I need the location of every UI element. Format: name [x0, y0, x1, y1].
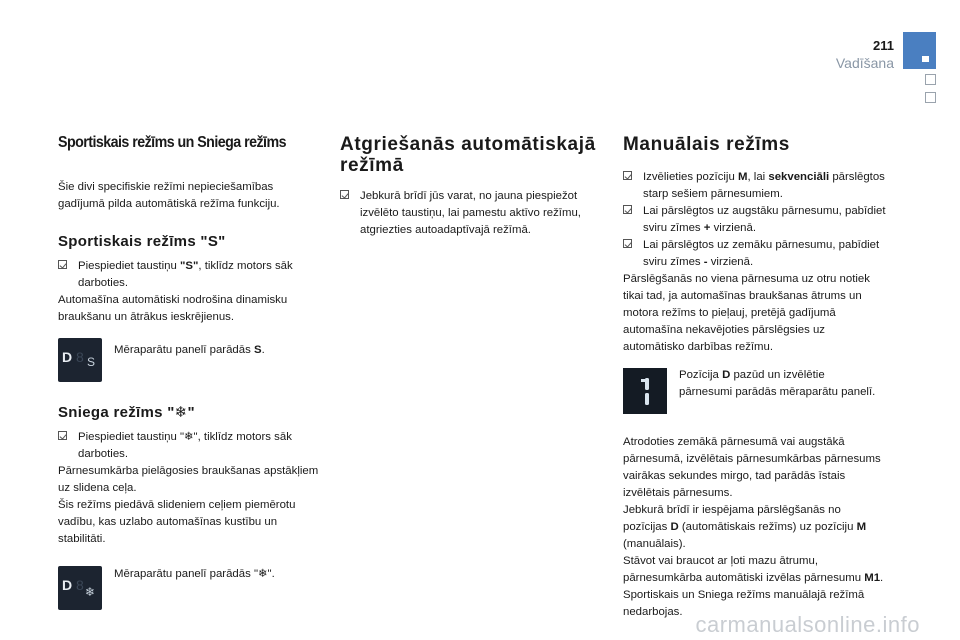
gear-display-text: Pozīcija D pazūd un izvēlētie pārnesumi parādās mēraparātu panelī.	[679, 369, 876, 398]
checkbox-icon	[623, 171, 632, 180]
snow-indicator	[58, 562, 320, 608]
section-title: Vadīšana	[835, 55, 894, 71]
manual-paragraph-1: Pārslēgšanās no viena pārnesuma uz otru notiek tikai tad, ja automašīnas braukšanas ātrums un motora režīms to pieļauj, pretējā gadījumā automašīna nekavējoties pārslēgsies uz automātisko darbības režīmu.	[623, 273, 870, 353]
gear-indicator	[623, 368, 888, 426]
chapter-tab-active	[903, 32, 936, 69]
page-number: 211	[873, 38, 894, 53]
snow-text-1: Pārnesumkārba pielāgosies braukšanas apstākļiem uz slidena ceļa.	[58, 465, 319, 494]
sport-display-text: Mēraparātu panelī parādās S.	[114, 344, 265, 356]
watermark: carmanualsonline.info	[695, 612, 920, 637]
dashboard-sport-icon	[58, 338, 102, 382]
checkbox-icon	[58, 431, 67, 440]
return-auto-bullet: Jebkurā brīdī jūs varat, no jauna piespiežot izvēlēto taustiņu, lai pamestu aktīvo režīmu, atgriezties autoadaptīvajā režīmā.	[340, 188, 608, 239]
checkbox-icon	[340, 190, 349, 199]
column-return-auto	[340, 134, 608, 239]
manual-paragraph-5: Sportiskais un Sniega režīms manuālajā režīmā nedarbojas.	[623, 589, 865, 618]
return-auto-heading: Atgriešanās automātiskajā režīmā	[340, 134, 596, 176]
sport-indicator	[58, 338, 320, 384]
manual-paragraph-2: Atrodoties zemākā pārnesumā vai augstākā pārnesumā, izvēlētais pārnesumkārbas pārnesums vairākas sekundes mirgo, tad parādās īstais izvēlētais pārnesums.	[623, 436, 881, 499]
manual-bullet-3: Lai pārslēgtos uz zemāku pārnesumu, pabīdiet sviru zīmes - virzienā.	[623, 237, 888, 271]
sport-bullet: Piespiediet taustiņu "S", tiklīdz motors sāk darboties.	[58, 258, 320, 292]
chapter-tab	[925, 92, 936, 103]
snow-mode-heading: Sniega režīms "❄"	[58, 404, 195, 421]
checkbox-icon	[623, 205, 632, 214]
svg-text:D: D	[62, 577, 73, 593]
manual-paragraph-3: Jebkurā brīdī ir iespējama pārslēgšanās no pozīcijas D (automātiskais režīms) uz pozīciju M (manuālais).	[623, 504, 867, 550]
checkbox-icon	[623, 239, 632, 248]
svg-text:8: 8	[76, 577, 84, 593]
svg-text:S: S	[87, 355, 96, 369]
checkbox-icon	[58, 260, 67, 269]
manual-bullet-2: Lai pārslēgtos uz augstāku pārnesumu, pabīdiet sviru zīmes + virzienā.	[623, 203, 888, 237]
column-sport-snow	[58, 128, 320, 616]
snow-text-2: Šis režīms piedāvā slideniem ceļiem piemērotu vadību, kas uzlabo automašīnas kustību un stabilitāti.	[58, 499, 296, 545]
dashboard-gear-icon	[623, 368, 667, 414]
manual-paragraph-4: Stāvot vai braucot ar ļoti mazu ātrumu, pārnesumkārba automātiski izvēlas pārnesumu M1.	[623, 555, 884, 584]
section-heading: Sportiskais režīms un Sniega režīms	[58, 134, 286, 151]
manual-bullet-1: Izvēlieties pozīciju M, lai sekvenciāli pārslēgtos starp sešiem pārnesumiem.	[623, 169, 888, 203]
snow-bullet: Piespiediet taustiņu "❄", tiklīdz motors sāk darboties.	[58, 429, 320, 463]
chapter-tab	[925, 74, 936, 85]
column-manual-mode	[623, 134, 888, 621]
sport-text: Automašīna automātiski nodrošina dinamisku braukšanu un ātrākus ieskrējienus.	[58, 294, 288, 323]
snow-display-text: Mēraparātu panelī parādās "❄".	[114, 568, 275, 580]
dashboard-snow-icon	[58, 566, 102, 610]
svg-text:8: 8	[76, 349, 84, 365]
manual-mode-heading: Manuālais režīms	[623, 134, 790, 155]
svg-text:❄: ❄	[85, 585, 96, 599]
intro-text: Šie divi specifiskie režīmi nepieciešamības gadījumā pilda automātiskā režīma funkciju.	[58, 181, 280, 210]
sport-mode-heading: Sportiskais režīms "S"	[58, 233, 226, 250]
svg-text:D: D	[62, 349, 73, 365]
